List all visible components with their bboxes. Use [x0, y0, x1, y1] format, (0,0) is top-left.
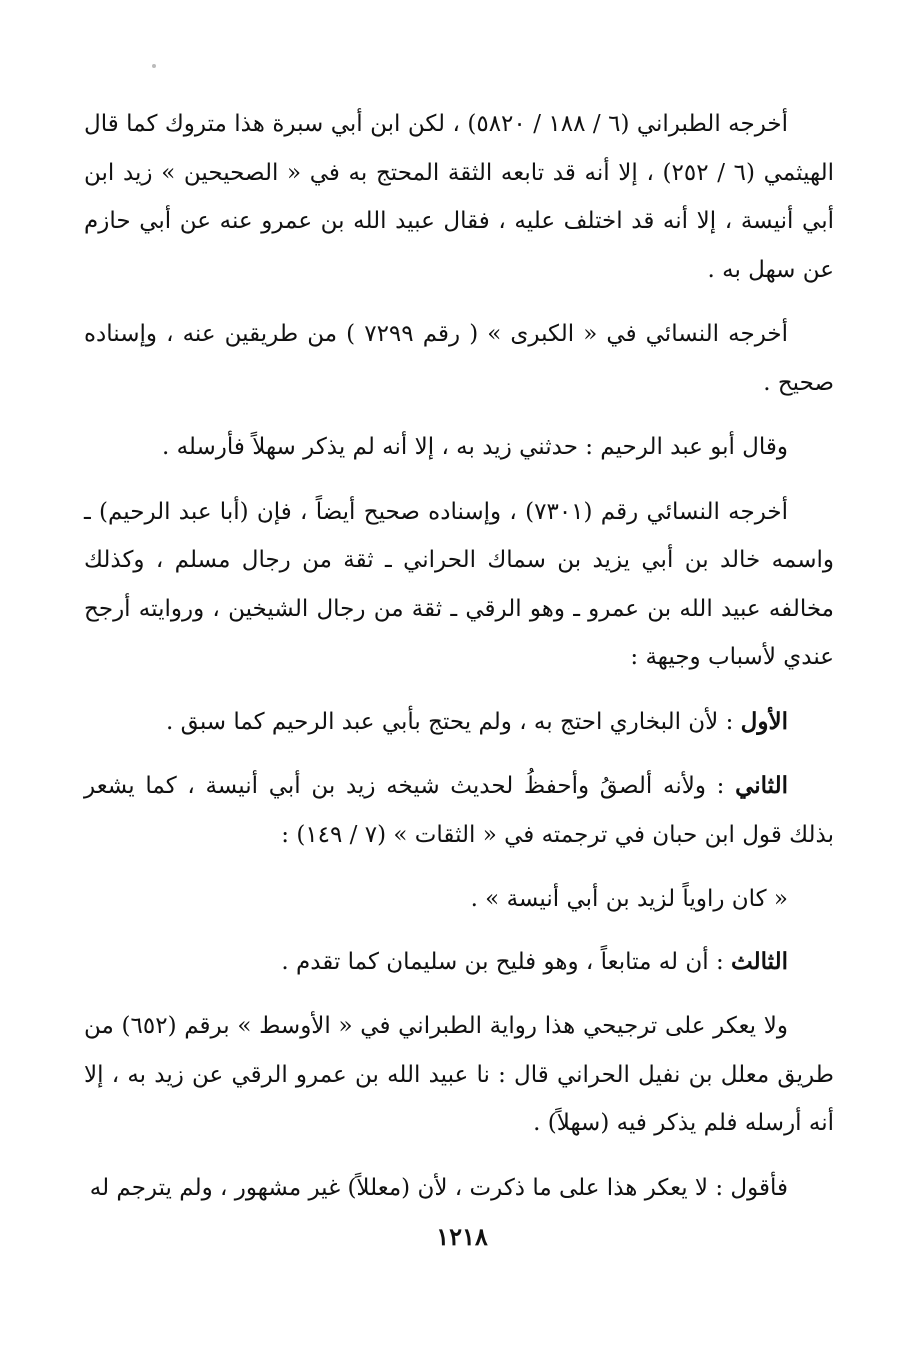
paragraph-1: [84, 100, 834, 294]
paragraph-lead: الثالث: [731, 947, 788, 975]
page-body: [84, 100, 834, 1228]
paragraph-2: [84, 310, 834, 407]
paragraph-text: أخرجه النسائي رقم (٧٣٠١) ، وإسناده صحيح أيضاً ، فإن (أبا عبد الرحيم) ـ واسمه خالد بن أبي يزيد بن سماك الحراني ـ ثقة من رجال مسلم ، وكذلك مخالفه عبيد الله بن عمرو ـ وهو الرقي ـ ثقة من رجال الشيخين ، وروايته أرجح عندي لأسباب وجيهة :: [84, 498, 834, 670]
paragraph-text: أخرجه الطبراني (٦ / ١٨٨ / ٥٨٢٠) ، لكن ابن أبي سبرة هذا متروك كما قال الهيثمي (٦ / ٢٥٢) ، إلا أنه قد تابعه الثقة المحتج به في « الصحيحين » زيد ابن أبي أنيسة ، إلا أنه قد اختلف عليه ، فقال عبيد الله بن عمرو عنه عن أبي حازم عن سهل به .: [84, 111, 835, 283]
paragraph-text: وقال أبو عبد الرحيم : حدثني زيد به ، إلا أنه لم يذكر سهلاً فأرسله .: [161, 434, 788, 460]
paragraph-9: [84, 1002, 834, 1148]
paragraph-4: [84, 488, 834, 682]
paragraph-5: [84, 698, 834, 747]
scan-speck: [152, 64, 156, 68]
paragraph-text: أخرجه النسائي في « الكبرى » ( رقم ٧٢٩٩ ) من طريقين عنه ، وإسناده صحيح .: [84, 321, 834, 396]
quotation: [84, 875, 834, 924]
paragraph-8: [84, 938, 834, 987]
page-number: ١٢١٨: [436, 1222, 488, 1251]
paragraph-lead: الأول: [740, 707, 788, 735]
paragraph-text: « كان راوياً لزيد بن أبي أنيسة » .: [470, 886, 788, 912]
paragraph-text: ولا يعكر على ترجيحي هذا رواية الطبراني في « الأوسط » برقم (٦٥٢) من طريق معلل بن نفيل الحراني قال : نا عبيد الله بن عمرو الرقي عن زيد به ، إلا أنه أرسله فلم يذكر فيه (سهلاً) .: [84, 1013, 834, 1136]
paragraph-text: : لأن البخاري احتج به ، ولم يحتج بأبي عبد الرحيم كما سبق .: [166, 708, 741, 735]
paragraph-text: : أن له متابعاً ، وهو فليح بن سليمان كما تقدم .: [281, 948, 732, 975]
paragraph-3: [84, 423, 834, 472]
paragraph-10: [84, 1164, 834, 1213]
paragraph-text: : ولأنه ألصقُ وأحفظُ لحديث شيخه زيد بن أبي أنيسة ، كما يشعر بذلك قول ابن حبان في ترجمته في « الثقات » (٧ / ١٤٩) :: [84, 773, 834, 848]
paragraph-lead: الثاني: [735, 772, 788, 799]
paragraph-text: فأقول : لا يعكر هذا على ما ذكرت ، لأن (معللاً) غير مشهور ، ولم يترجم له: [89, 1174, 788, 1201]
paragraph-6: [84, 762, 834, 859]
